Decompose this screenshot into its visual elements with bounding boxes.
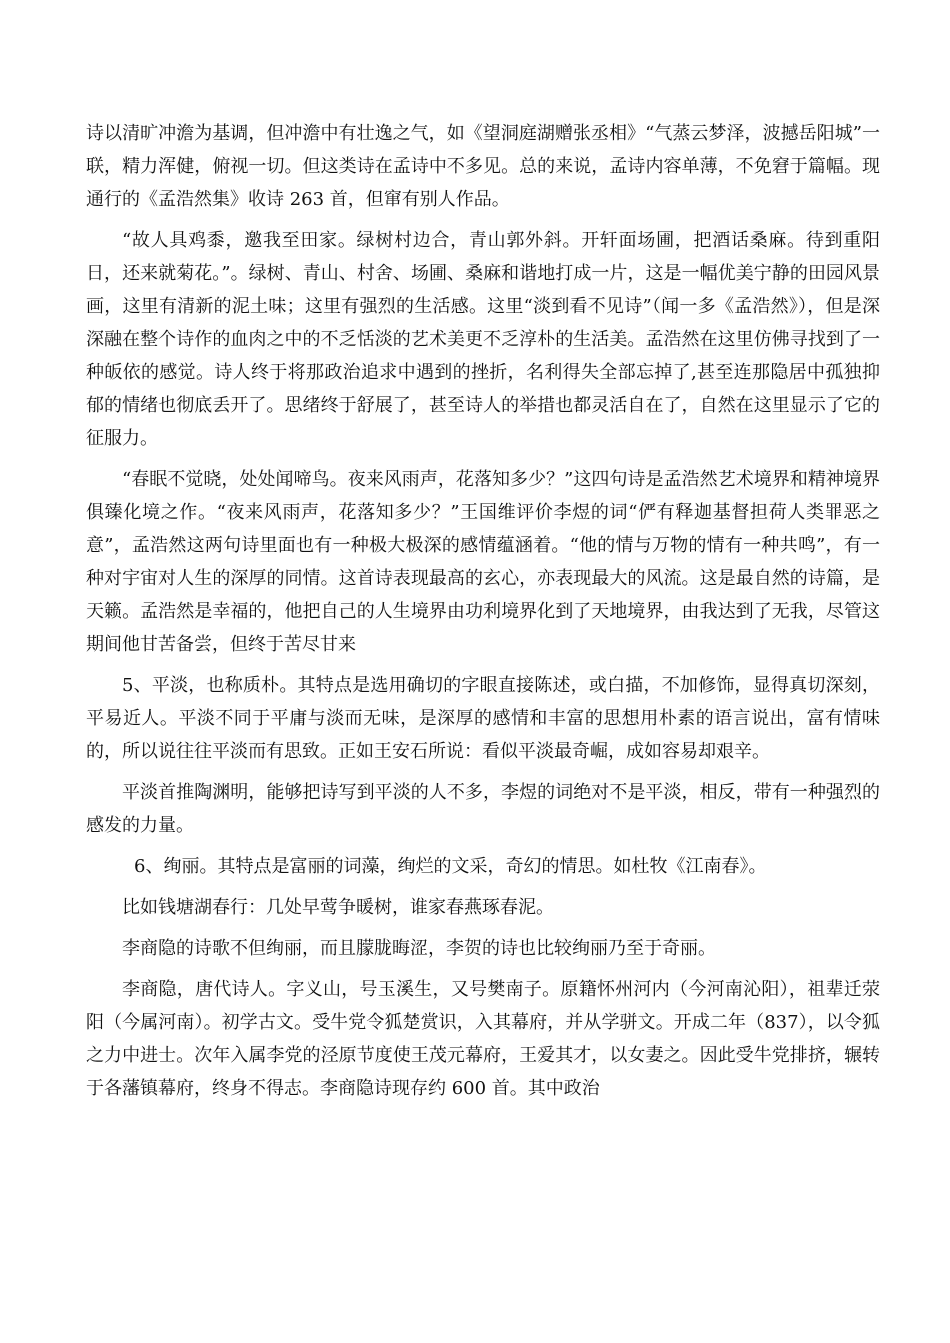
paragraph-pingdan: 5、平淡，也称质朴。其特点是选用确切的字眼直接陈述，或白描，不加修饰，显得真切深刻，平易近人。平淡不同于平庸与淡而无味，是深厚的感情和丰富的思想用朴素的语言说出，富有情味的，所以说往往平淡而有思致。正如王安石所说：看似平淡最奇崛，成如容易却艰辛。 [86, 675, 880, 762]
paragraph-li-shangyin-bio: 李商隐，唐代诗人。字义山，号玉溪生，又号樊南子。原籍怀州河内（今河南沁阳），祖辈迁荥阳（今属河南）。初学古文。受牛党令狐楚赏识，入其幕府，并从学骈文。开成二年（837），以令狐之力中进士。次年入属李党的泾原节度使王茂元幕府，王爱其才，以女妻之。因此受牛党排挤，辗转于各藩镇幕府，终身不得志。李商隐诗现存约 600 首。其中政治 [86, 979, 880, 1099]
paragraph-chunmian: “春眠不觉晓，处处闻啼鸟。夜来风雨声，花落知多少？”这四句诗是孟浩然艺术境界和精神境界俱臻化境之作。“夜来风雨声，花落知多少？”王国维评价李煜的词“俨有释迦基督担荷人类罪恶之意”，孟浩然这两句诗里面也有一种极大极深的感情蕴涵着。“他的情与万物的情有一种共鸣”，有一种对宇宙对人生的深厚的同情。这首诗表现最高的玄心，亦表现最大的风流。这是最自然的诗篇，是天籁。孟浩然是幸福的，他把自己的人生境界由功利境界化到了天地境界，由我达到了无我，尽管这期间他甘苦备尝，但终于苦尽甘来 [86, 469, 880, 655]
paragraph-qiantang: 比如钱塘湖春行：几处早莺争暖树，谁家春燕琢春泥。 [122, 897, 554, 918]
paragraph-tao-yuanming: 平淡首推陶渊明，能够把诗写到平淡的人不多，李煜的词绝对不是平淡，相反，带有一种强烈的感发的力量。 [86, 782, 880, 836]
paragraph-meng-style: 诗以清旷冲澹为基调，但冲澹中有壮逸之气，如《望洞庭湖赠张丞相》“气蒸云梦泽，波撼岳阳城”一联，精力浑健，俯视一切。但这类诗在孟诗中不多见。总的来说，孟诗内容单薄，不免窘于篇幅。现通行的《孟浩然集》收诗 263 首，但窜有别人作品。 [86, 123, 880, 210]
paragraph-xuanli: 6、绚丽。其特点是富丽的词藻，绚烂的文采，奇幻的情思。如杜牧《江南春》。 [134, 856, 767, 877]
paragraph-li-shangyin-style: 李商隐的诗歌不但绚丽，而且朦胧晦涩，李贺的诗也比较绚丽乃至于奇丽。 [122, 938, 716, 959]
paragraph-guoren-ju-jishu: “故人具鸡黍，邀我至田家。绿树村边合，青山郭外斜。开轩面场圃，把酒话桑麻。待到重阳日，还来就菊花。”。绿树、青山、村舍、场圃、桑麻和谐地打成一片，这是一幅优美宁静的田园风景画，这里有清新的泥土味；这里有强烈的生活感。这里“淡到看不见诗”（闻一多《孟浩然》），但是深深融在整个诗作的血肉之中的不乏恬淡的艺术美更不乏淳朴的生活美。孟浩然在这里仿佛寻找到了一种皈依的感觉。诗人终于将那政治追求中遇到的挫折，名利得失全部忘掉了,甚至连那隐居中孤独抑郁的情绪也彻底丢开了。思绪终于舒展了，甚至诗人的举措也都灵活自在了，自然在这里显示了它的征服力。 [86, 230, 880, 449]
